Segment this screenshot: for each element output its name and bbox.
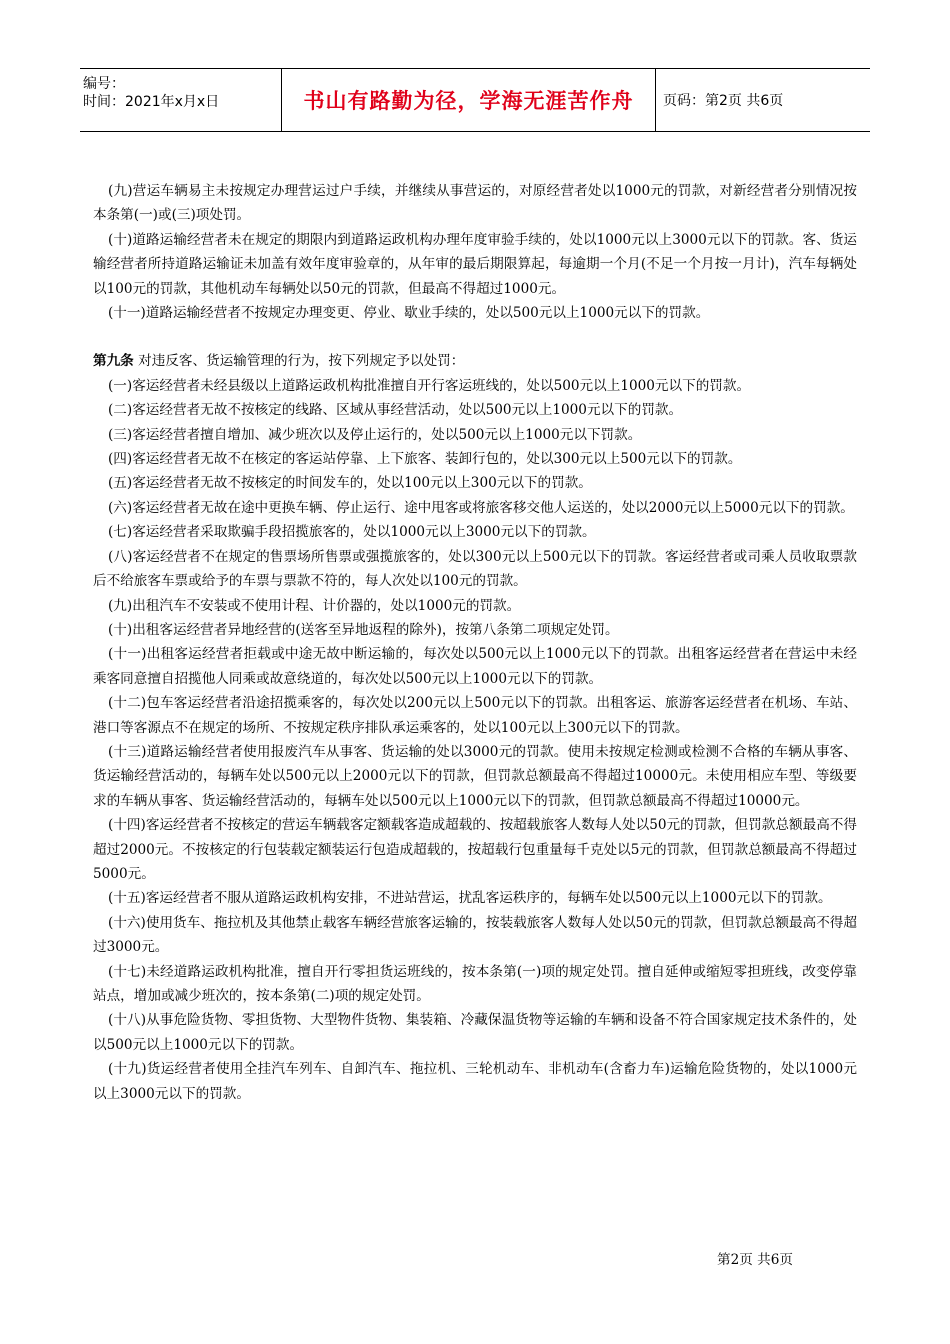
document-number-label: 编号： bbox=[83, 76, 125, 92]
document-body bbox=[93, 179, 857, 1106]
paragraph-spacer bbox=[93, 325, 857, 349]
clause-paragraph: (十)道路运输经营者未在规定的期限内到道路运政机构办理年度审验手续的，处以1000元以上3000元以下的罚款。客、货运输经营者所持道路运输证未加盖有效年度审验章的，从年审的最后期限算起，每逾期一个月(不足一个月按一月计)，汽车每辆处以100元的罚款，其他机动车每辆处以50元的罚款，但最高不得超过1000元。 bbox=[93, 231, 857, 297]
header-motto: 书山有路勤为径，学海无涯苦作舟 bbox=[281, 69, 656, 131]
clause-paragraph: (四)客运经营者无故不在核定的客运站停靠、上下旅客、装卸行包的，处以300元以上500元以下的罚款。 bbox=[108, 451, 742, 468]
page-header bbox=[80, 68, 870, 132]
clause-paragraph: (三)客运经营者擅自增加、减少班次以及停止运行的，处以500元以上1000元以下罚款。 bbox=[108, 426, 642, 443]
clause-paragraph: (十八)从事危险货物、零担货物、大型物件货物、集装箱、冷藏保温货物等运输的车辆和设备不符合国家规定技术条件的，处以500元以上1000元以下的罚款。 bbox=[93, 1012, 857, 1053]
clause-paragraph: (十二)包车客运经营者沿途招揽乘客的，每次处以200元以上500元以下的罚款。出租客运、旅游客运经营者在机场、车站、港口等客源点不在规定的场所、不按规定秩序排队承运乘客的，处以100元以上300元以下的罚款。 bbox=[93, 695, 857, 736]
clause-paragraph: (十四)客运经营者不按核定的营运车辆载客定额载客造成超载的、按超载旅客人数每人处以50元的罚款，但罚款总额最高不得超过2000元。不按核定的行包装载定额装运行包造成超载的，按超载行包重量每千克处以5元的罚款，但罚款总额最高不得超过5000元。 bbox=[93, 817, 857, 882]
clause-paragraph: (一)客运经营者未经县级以上道路运政机构批准擅自开行客运班线的，处以500元以上1000元以下的罚款。 bbox=[108, 377, 751, 394]
clause-paragraph: (十三)道路运输经营者使用报废汽车从事客、货运输的处以3000元的罚款。使用未按规定检测或检测不合格的车辆从事客、货运输经营活动的，每辆车处以500元以上2000元以下的罚款，但罚款总额最高不得超过10000元。未使用相应车型、等级要求的车辆从事客、货运输经营活动的，每辆车处以500元以上1000元以下的罚款，但罚款总额最高不得超过10000元。 bbox=[93, 743, 857, 809]
clause-paragraph: (十五)客运经营者不服从道路运政机构安排，不进站营运，扰乱客运秩序的，每辆车处以500元以上1000元以下的罚款。 bbox=[108, 890, 832, 907]
clause-paragraph: (十一)出租客运经营者拒载或中途无故中断运输的，每次处以500元以上1000元以下的罚款。出租客运经营者在营运中未经乘客同意擅自招揽他人同乘或故意绕道的，每次处以500元以上1000元以下的罚款。 bbox=[93, 646, 857, 687]
document-time-label: 时间：2021年x月x日 bbox=[83, 94, 220, 110]
clause-paragraph: (八)客运经营者不在规定的售票场所售票或强揽旅客的，处以300元以上500元以下的罚款。客运经营者或司乘人员收取票款后不给旅客车票或给予的车票与票款不符的，每人次处以100元的罚款。 bbox=[93, 548, 857, 590]
clause-paragraph: (十)出租客运经营者异地经营的(送客至异地返程的除外)，按第八条第二项规定处罚。 bbox=[108, 621, 619, 638]
clause-paragraph: (二)客运经营者无故不按核定的线路、区域从事经营活动，处以500元以上1000元以下的罚款。 bbox=[108, 402, 683, 419]
header-page-number: 页码：第2页 共6页 bbox=[663, 93, 784, 109]
clause-paragraph: (十七)未经道路运政机构批准，擅自开行零担货运班线的，按本条第(一)项的规定处罚。擅自延伸或缩短零担班线，改变停靠站点，增加或减少班次的，按本条第(二)项的规定处罚。 bbox=[93, 963, 857, 1004]
clause-paragraph: (七)客运经营者采取欺骗手段招揽旅客的，处以1000元以上3000元以下的罚款。 bbox=[108, 524, 596, 541]
article-number: 第九条 bbox=[93, 353, 134, 370]
page-footer: 第2页 共6页 bbox=[717, 1252, 793, 1268]
clause-paragraph: (九)出租汽车不安装或不使用计程、计价器的，处以1000元的罚款。 bbox=[108, 597, 521, 614]
clause-paragraph: (五)客运经营者无故不按核定的时间发车的，处以100元以上300元以下的罚款。 bbox=[108, 475, 592, 492]
article-heading bbox=[93, 349, 857, 373]
article-intro: 对违反客、货运输管理的行为，按下列规定予以处罚： bbox=[133, 353, 465, 370]
clause-paragraph: (九)营运车辆易主未按规定办理营运过户手续，并继续从事营运的，对原经营者处以1000元的罚款，对新经营者分别情况按本条第(一)或(三)项处罚。 bbox=[93, 183, 857, 224]
clause-paragraph: (六)客运经营者无故在途中更换车辆、停止运行、途中甩客或将旅客移交他人运送的，处以2000元以上5000元以下的罚款。 bbox=[108, 499, 854, 516]
clause-paragraph: (十一)道路运输经营者不按规定办理变更、停业、歇业手续的，处以500元以上1000元以下的罚款。 bbox=[108, 305, 710, 322]
clause-paragraph: (十六)使用货车、拖拉机及其他禁止载客车辆经营旅客运输的，按装载旅客人数每人处以50元的罚款，但罚款总额最高不得超过3000元。 bbox=[93, 914, 857, 956]
clause-paragraph: (十九)货运经营者使用全挂汽车列车、自卸汽车、拖拉机、三轮机动车、非机动车(含畜力车)运输危险货物的，处以1000元以上3000元以下的罚款。 bbox=[93, 1061, 857, 1102]
header-info-cell bbox=[80, 69, 281, 131]
